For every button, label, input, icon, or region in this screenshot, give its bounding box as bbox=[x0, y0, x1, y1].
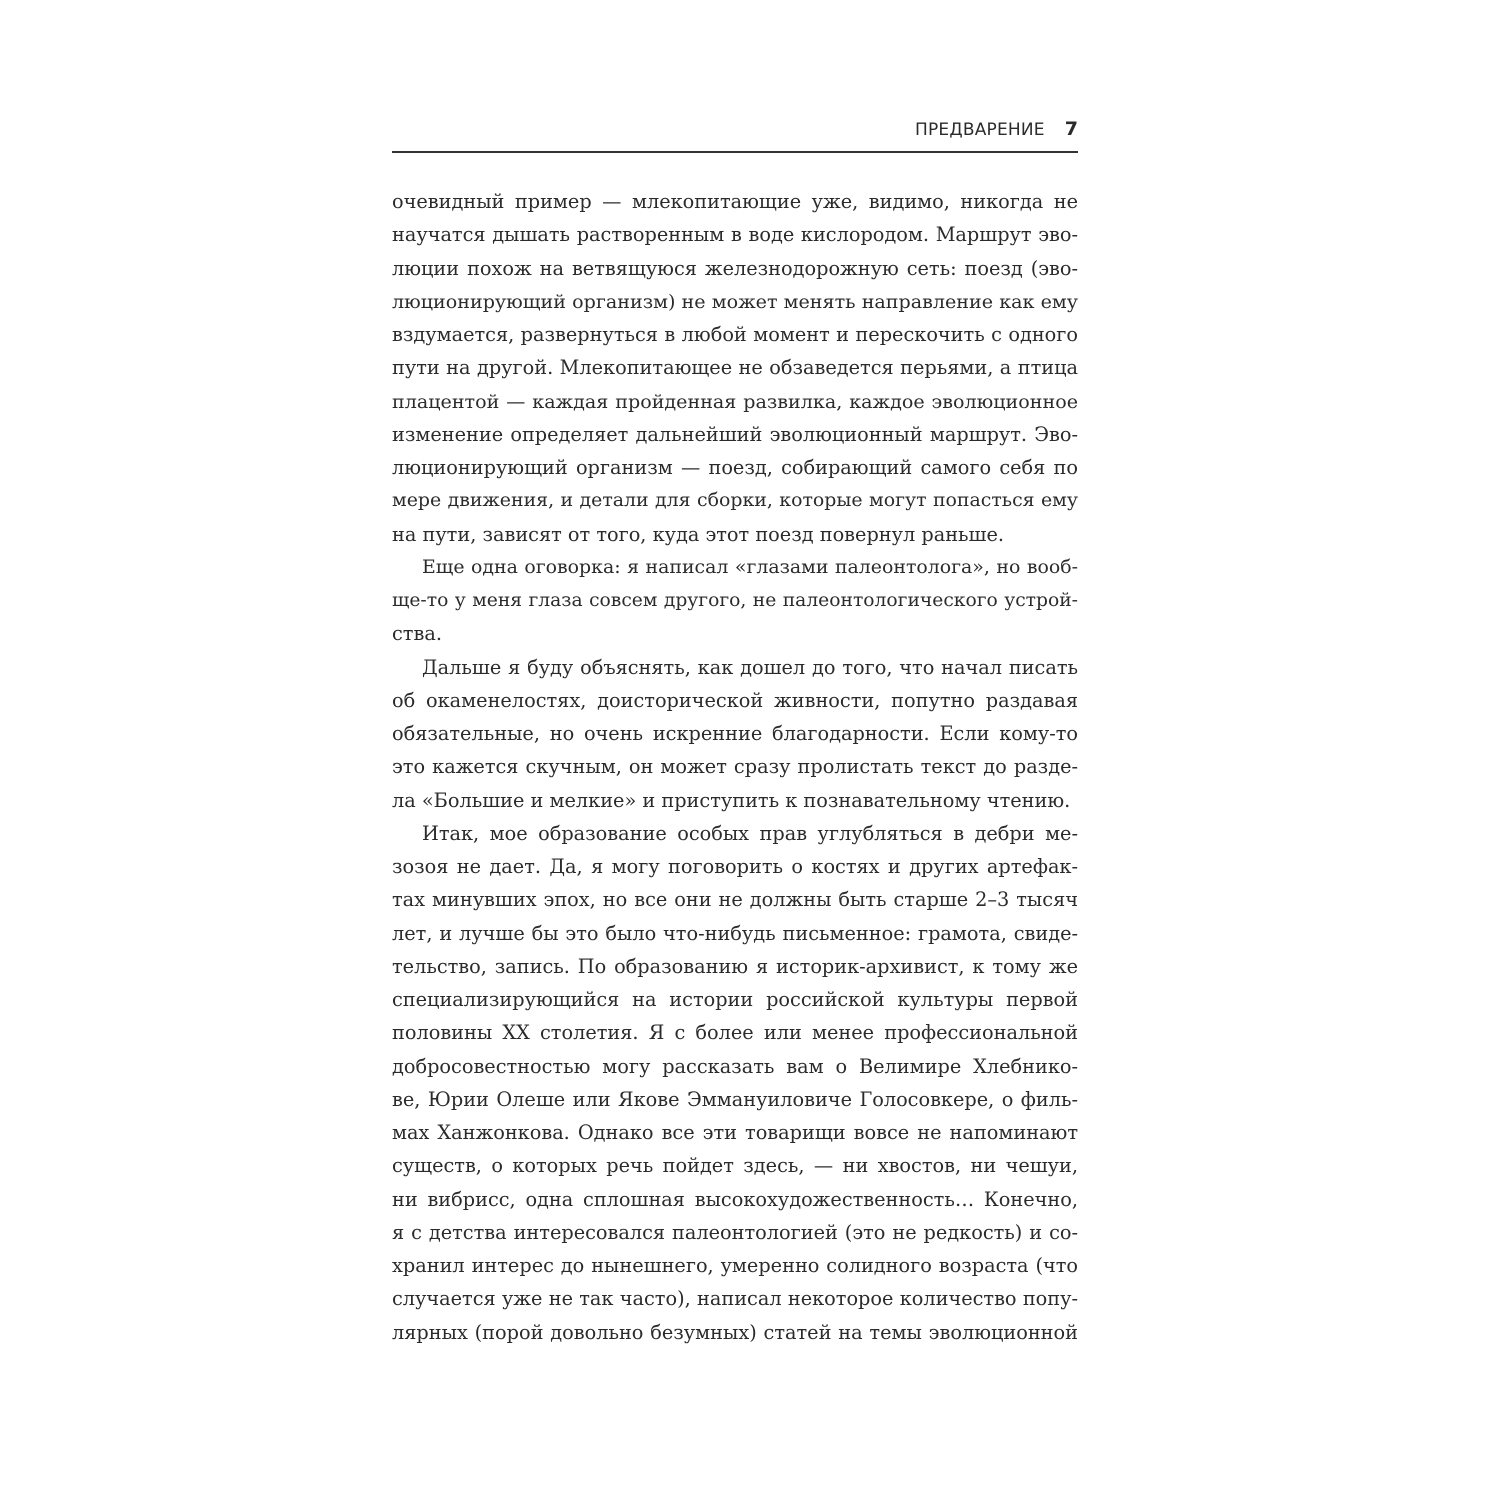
text-line: пути на другой. Млекопитающее не обзаведется перьями, а птица bbox=[392, 356, 1078, 380]
text-line: существ, о которых речь пойдет здесь, — ни хвостов, ни чешуи, bbox=[392, 1154, 1078, 1178]
text-line: лет, и лучше бы это было что-нибудь письменное: грамота, свиде- bbox=[392, 921, 1078, 945]
running-head-title: ПРЕДВАРЕНИЕ bbox=[914, 120, 1045, 140]
text-line: мах Ханжонкова. Однако все эти товарищи вовсе не напоминают bbox=[392, 1121, 1078, 1144]
text-line: люционирующий организм — поезд, собирающий самого себя по bbox=[392, 456, 1078, 479]
text-line: половины XX столетия. Я с более или менее профессиональной bbox=[392, 1021, 1078, 1045]
text-line: случается уже не так часто), написал некоторое количество попу- bbox=[392, 1287, 1078, 1311]
text-line: изменение определяет дальнейший эволюционный маршрут. Эво- bbox=[392, 422, 1078, 446]
text-line: я с детства интересовался палеонтологией (это не редкость) и со- bbox=[392, 1220, 1078, 1244]
text-line: тах минувших эпох, но все они не должны быть старше 2–3 тысяч bbox=[392, 888, 1078, 912]
text-line: вздумается, развернуться в любой момент и перескочить с одного bbox=[392, 323, 1078, 346]
text-line: добросовестностью могу рассказать вам о Велимире Хлебнико- bbox=[392, 1054, 1078, 1078]
text-line: ве, Юрии Олеше или Якове Эммануиловиче Голосовкере, о филь- bbox=[392, 1087, 1078, 1111]
text-line: на пути, зависят от того, куда этот поезд повернул раньше. bbox=[392, 522, 1005, 546]
text-line: Итак, мое образование особых прав углубляться в дебри ме- bbox=[422, 821, 1078, 845]
text-line: ла «Большие и мелкие» и приступить к познавательному чтению. bbox=[392, 788, 1071, 812]
text-line: хранил интерес до нынешнего, умеренно солидного возраста (что bbox=[392, 1254, 1078, 1277]
text-line: научатся дышать растворенным в воде кислородом. Маршрут эво- bbox=[392, 223, 1078, 247]
text-line: люции похож на ветвящуюся железнодорожную сеть: поезд (эво- bbox=[392, 256, 1078, 280]
text-line: об окаменелостях, доисторической живности, попутно раздавая bbox=[392, 688, 1078, 712]
text-line: люционирующий организм) не может менять направление как ему bbox=[392, 289, 1078, 313]
header-rule bbox=[392, 151, 1078, 153]
text-line: специализирующийся на истории российской культуры первой bbox=[392, 988, 1078, 1011]
text-line: плацентой — каждая пройденная развилка, каждое эволюционное bbox=[392, 389, 1078, 413]
text-line: тельство, запись. По образованию я историк-архивист, к тому же bbox=[392, 954, 1078, 978]
text-line: это кажется скучным, он может сразу пролистать текст до разде- bbox=[392, 755, 1078, 779]
text-line: Еще одна оговорка: я написал «глазами палеонтолога», но вооб- bbox=[422, 555, 1078, 578]
text-line: зозоя не дает. Да, я могу поговорить о костях и других артефак- bbox=[392, 855, 1078, 878]
page-number: 7 bbox=[1064, 118, 1078, 140]
text-line: ства. bbox=[392, 622, 442, 646]
text-line: ни вибрисс, одна сплошная высокохудожественность… Конечно, bbox=[392, 1187, 1078, 1211]
running-head bbox=[392, 118, 1078, 140]
body-text bbox=[392, 185, 1078, 1349]
text-line: ще-то у меня глаза совсем другого, не палеонтологического устрой- bbox=[392, 590, 1078, 611]
text-line: очевидный пример — млекопитающие уже, видимо, никогда не bbox=[392, 190, 1078, 213]
text-line: мере движения, и детали для сборки, которые могут попасться ему bbox=[392, 489, 1078, 512]
text-line: обязательные, но очень искренние благодарности. Если кому-то bbox=[392, 722, 1078, 745]
text-line: лярных (порой довольно безумных) статей на темы эволюционной bbox=[392, 1320, 1078, 1344]
text-line: Дальше я буду объяснять, как дошел до того, что начал писать bbox=[422, 655, 1078, 679]
